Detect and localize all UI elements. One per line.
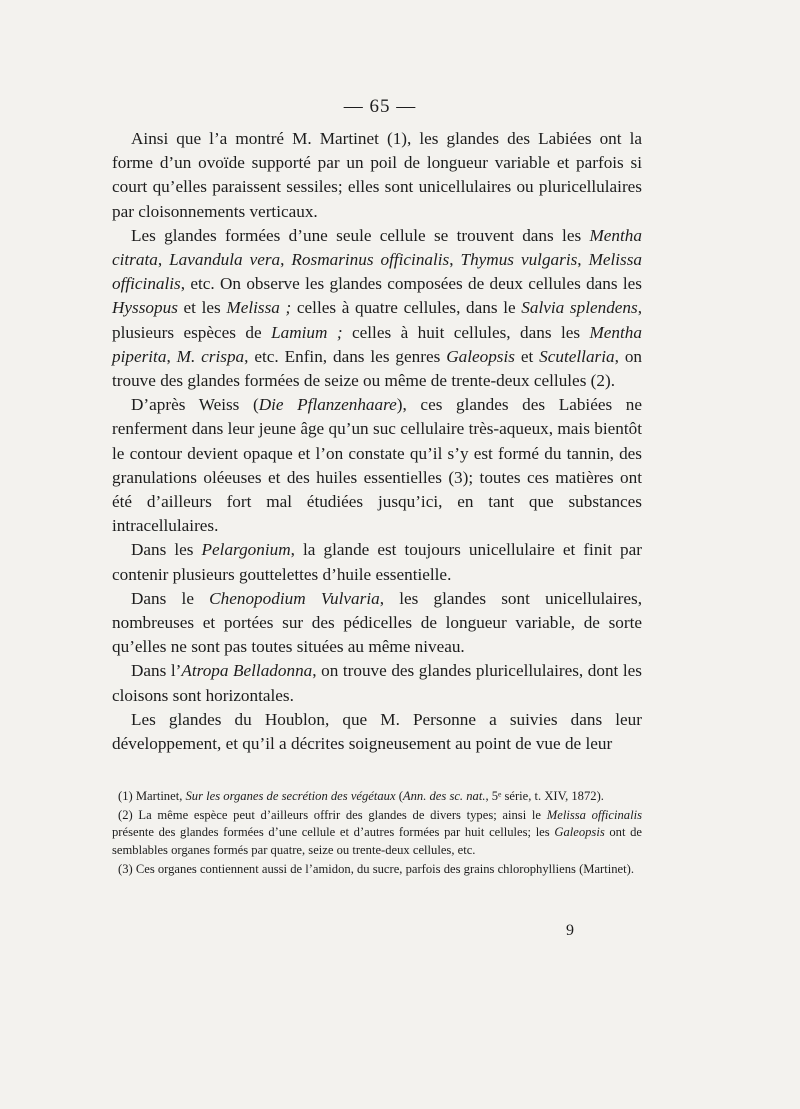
italic-text: Sur les organes de secrétion des végétaux bbox=[185, 789, 396, 803]
italic-text: Thymus vulgaris bbox=[460, 250, 578, 270]
text-run: Dans les bbox=[131, 540, 202, 560]
text-run: (2) La même espèce peut d’ailleurs offrir des glandes de divers types; ainsi le bbox=[118, 808, 547, 823]
text-run: (1) Martinet, bbox=[118, 789, 186, 803]
text-run: Les glandes formées d’une seule cellule se trouvent dans les bbox=[131, 225, 590, 245]
text-run: , bbox=[166, 346, 177, 366]
text-run: celles à huit cellules, dans les bbox=[342, 322, 590, 342]
italic-text: Pelargonium bbox=[201, 540, 291, 560]
text-run: , bbox=[449, 250, 461, 270]
text-run: , la glande est toujours unicellulaire et finit par contenir plusieurs gouttelettes d’huile essentielle. bbox=[112, 540, 642, 584]
text-run: (3) Ces organes contiennent aussi de l’amidon, du sucre, parfois des grains chlorophylliens (Martinet). bbox=[118, 861, 634, 876]
signature-mark: 9 bbox=[566, 922, 574, 939]
text-run: , bbox=[577, 250, 589, 270]
paragraph bbox=[112, 708, 642, 756]
italic-text: Melissa officinalis bbox=[546, 808, 642, 823]
text-run: ont de semblables organes formés par quatre, seize ou trente-deux cellules, etc. bbox=[112, 825, 643, 857]
italic-text: Chenopodium Vulvaria bbox=[209, 588, 380, 608]
italic-text: Lavandula vera bbox=[169, 250, 281, 270]
text-run: , on trouve des glandes formées de seize ou même de trente-deux cellules (2). bbox=[112, 346, 643, 391]
page-number: — 65 — bbox=[343, 96, 417, 117]
text-run: , etc. Enfin, dans les genres bbox=[244, 346, 447, 366]
text-run: présente des glandes formées d’une cellule et d’autres formées par huit cellules; les bbox=[112, 825, 555, 840]
italic-text: Galeopsis bbox=[446, 346, 515, 366]
text-run: Dans l’ bbox=[131, 661, 182, 681]
text-run: , on trouve des glandes pluricellulaires, dont les cloisons sont horizontales. bbox=[112, 661, 642, 705]
italic-text: Scutellaria bbox=[539, 346, 615, 366]
text-run: D’après Weiss ( bbox=[131, 395, 259, 415]
italic-text: Die Pflanzenhaare bbox=[258, 395, 397, 415]
italic-text: Atropa Belladonna bbox=[181, 661, 313, 681]
text-run: , bbox=[280, 250, 292, 270]
text-run: , les glandes sont unicellulaires, nombreuses et portées sur des pédicelles de longueur variable, de sorte qu’elles ne sont pas toutes situées au même niveau. bbox=[112, 588, 642, 657]
footnotes bbox=[112, 788, 642, 880]
italic-text: Rosmarinus officinalis bbox=[291, 250, 450, 270]
footnote bbox=[112, 807, 642, 859]
italic-text: Melissa ; bbox=[226, 298, 292, 318]
text-run: , etc. On observe les glandes composées de deux cellules dans les bbox=[180, 274, 642, 294]
footnote bbox=[112, 788, 642, 805]
paragraph bbox=[112, 393, 642, 538]
paragraph bbox=[112, 538, 642, 586]
italic-text: Lamium ; bbox=[271, 322, 343, 342]
italic-text: Mentha citrata bbox=[112, 225, 642, 270]
paragraph bbox=[112, 224, 642, 393]
text-run: ), ces glandes des Labiées ne renferment dans leur jeune âge qu’un suc cellulaire très-aqueux, mais bientôt le contour devient opaque et l’on constate qu’il s’y est formé du tannin, des granulations oléeuses et des huiles essentielles (3); toutes ces matières ont été d’ailleurs fort mal étudiées jusqu’ici, en tant que substances intracellulaires. bbox=[112, 395, 642, 536]
text-run: Les glandes du Houblon, que M. Personne a suivies dans leur développement, et qu’il a décrites soigneusement au point de vue de leur bbox=[112, 709, 642, 754]
italic-text: Mentha piperita bbox=[112, 322, 642, 366]
italic-text: Galeopsis bbox=[554, 825, 605, 840]
text-run: et bbox=[514, 346, 540, 366]
italic-text: M. crispa bbox=[176, 346, 245, 366]
text-run: , 5ᵉ série, t. XIV, 1872). bbox=[485, 789, 604, 803]
text-run: , plusieurs espèces de bbox=[112, 298, 643, 342]
italic-text: Salvia splendens bbox=[521, 298, 638, 318]
body-text bbox=[112, 127, 642, 756]
text-run: et les bbox=[177, 298, 227, 318]
text-run: , bbox=[157, 250, 170, 270]
text-run: celles à quatre cellules, dans le bbox=[291, 298, 522, 318]
italic-text: Ann. des sc. nat. bbox=[402, 789, 486, 803]
paragraph bbox=[112, 127, 642, 224]
italic-text: Hyssopus bbox=[112, 298, 178, 318]
text-run: Ainsi que l’a montré M. Martinet (1), les glandes des Labiées ont la forme d’un ovoïde supporté par un poil de longueur variable et parfois si court qu’elles paraissent sessiles; elles sont unicellulaires ou pluricellulaires par cloisonnements verticaux. bbox=[112, 129, 642, 221]
paragraph bbox=[112, 659, 642, 707]
footnote bbox=[112, 861, 642, 878]
italic-text: Melissa officinalis bbox=[112, 250, 643, 294]
paragraph bbox=[112, 587, 642, 660]
text-run: ( bbox=[395, 789, 403, 803]
text-run: Dans le bbox=[131, 588, 210, 608]
